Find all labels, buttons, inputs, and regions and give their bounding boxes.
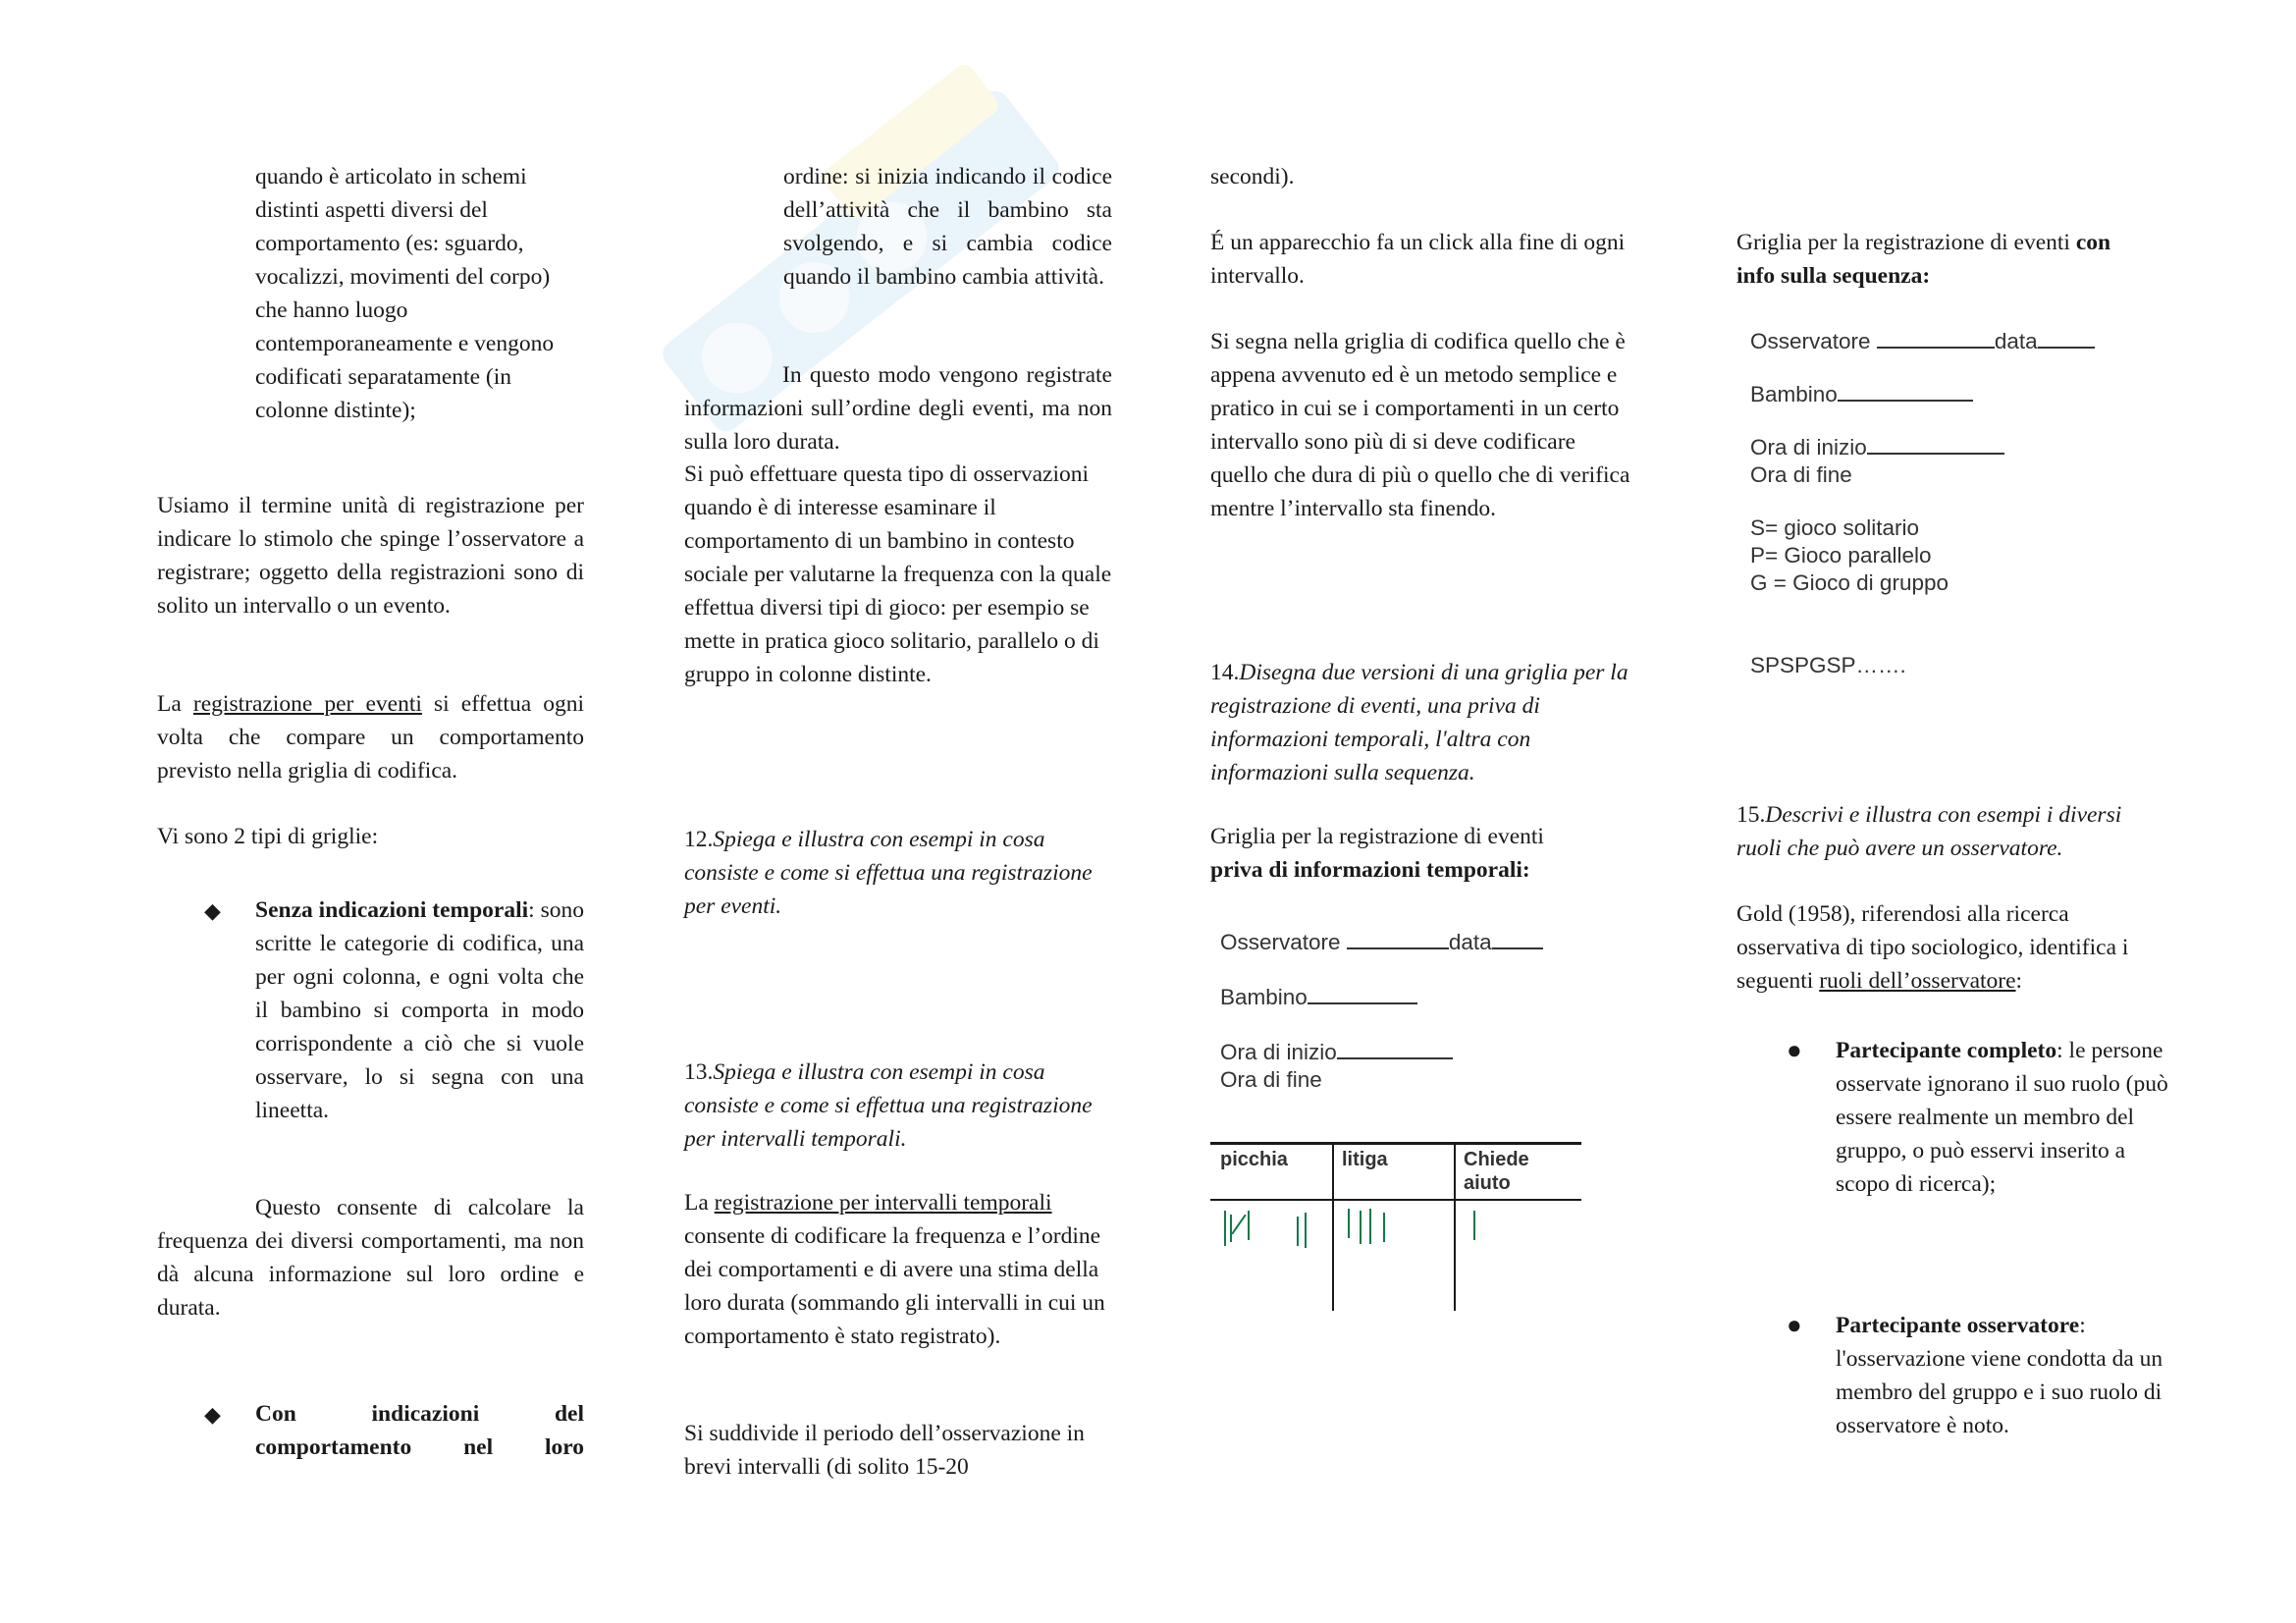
bullet-partecipante-completo: ● Partecipante completo: le persone osservate ignorano il suo ruolo (può essere realmente un membro del gruppo, o può esservi inserito a scopo di ricerca); [1787, 1036, 2168, 1197]
table-header-picchia: picchia [1220, 1149, 1288, 1170]
tally-mark [1473, 1211, 1475, 1240]
question-13: 13.Spiega e illustra con esempi in cosa consiste e come si effettua una registrazione per intervalli temporali. [684, 1059, 1093, 1152]
tally-mark [1224, 1211, 1226, 1246]
code-sequence: SPSPGSP……. [1750, 653, 1906, 677]
paragraph-suddivide: Si suddivide il periodo dell’osservazione in brevi intervalli (di solito 15-20 [684, 1421, 1085, 1480]
paragraph-registrazione-eventi: La registrazione per eventi si effettua ogni volta che compare un comportamento previsto nella griglia di codifica. [157, 691, 585, 784]
tally-mark [1297, 1217, 1299, 1246]
table-col-divider [1454, 1142, 1456, 1311]
form-ora-fine: Ora di fine [1750, 462, 1852, 487]
paragraph-unita: Usiamo il termine unità di registrazione per indicare lo stimolo che spinge l’osservatore a registrare; oggetto della registrazioni sono di solito un intervallo o un evento. [157, 493, 584, 619]
list-item-continuation: quando è articolato in schemi distinti aspetti diversi del comportamento (es: sguardo, vocalizzi, movimenti del corpo) che hanno luogo contemporaneamente e vengono codificati separatamente (in colonne distinte); [255, 164, 555, 423]
paragraph-intervalli: La registrazione per intervalli temporali consente di codificare la frequenza e l’ordine dei comportamenti e di avere una stima della loro durata (sommando gli intervalli in cui un comportamento è stato registrato). [684, 1190, 1105, 1349]
paragraph-apparecchio: É un apparecchio fa un click alla fine di ogni intervallo. [1210, 230, 1626, 289]
tally-mark [1230, 1215, 1232, 1242]
question-12: 12.Spiega e illustra con esempi in cosa consiste e come si effettua una registrazione per eventi. [684, 827, 1093, 919]
grid-title-no-time: Griglia per la registrazione di eventi priva di informazioni temporali: [1210, 824, 1544, 883]
paragraph-secondi: secondi). [1210, 164, 1295, 189]
tally-mark [1383, 1213, 1385, 1242]
bullet-dot-icon: ● [1787, 1036, 1802, 1064]
form-ora-inizio: Ora di inizio [1220, 1039, 1453, 1066]
paragraph-gold: Gold (1958), riferendosi alla ricerca osservativa di tipo sociologico, identifica i seguenti ruoli dell’osservatore: [1736, 901, 2129, 994]
form-bambino: Bambino [1750, 381, 1973, 408]
underlined-term: registrazione per eventi [192, 691, 422, 717]
table-col-divider [1332, 1142, 1334, 1311]
paragraph-questo: Questo consente di calcolare la frequenza dei diversi comportamenti, ma non dà alcuna informazione sul loro ordine e durata. [157, 1195, 584, 1321]
table-header-chiede-aiuto: Chiede aiuto [1464, 1149, 1529, 1194]
bullet-senza-indicazioni: ◆ Senza indicazioni temporali: sono scritte le categorie di codifica, una per ogni colonna, e ogni volta che il bambino si comporta in modo corrispondente a ciò che si vuole osservare, lo si segna con una lineetta. [255, 893, 584, 1127]
form-ora-inizio: Ora di inizio [1750, 434, 2004, 461]
form-osservatore: Osservatore data [1750, 328, 2095, 355]
form-bambino: Bambino [1220, 984, 1417, 1011]
bullet-con-indicazioni: ◆ Con indicazioni del comportamento nel loro [255, 1397, 584, 1464]
bullet-dot-icon: ● [1787, 1311, 1802, 1339]
form-osservatore: Osservatore data [1220, 929, 1543, 956]
paragraph-ordine: ordine: si inizia indicando il codice dell’attività che il bambino sta svolgendo, e si cambia codice quando il bambino cambia attività. [783, 164, 1112, 290]
form-ora-fine: Ora di fine [1220, 1067, 1322, 1092]
paragraph-tipi: Vi sono 2 tipi di griglie: [157, 824, 379, 849]
tally-mark [1248, 1211, 1250, 1240]
tally-table [1210, 1142, 1583, 1314]
code-s: S= gioco solitario [1750, 515, 1919, 540]
diamond-bullet-icon: ◆ [204, 898, 221, 923]
tally-mark [1360, 1211, 1362, 1244]
table-header-border [1210, 1199, 1581, 1201]
code-g: G = Gioco di gruppo [1750, 570, 1949, 595]
table-top-border [1210, 1142, 1581, 1145]
code-p: P= Gioco parallelo [1750, 543, 1932, 568]
diamond-bullet-icon: ◆ [204, 1402, 221, 1427]
underlined-term: ruoli dell’osservatore [1819, 968, 2016, 994]
paragraph-segna: Si segna nella griglia di codifica quello che è appena avvenuto ed è un metodo semplice e pratico in cui se i comportamenti in un certo intervallo sono più di si deve codificare quello che dura di più o quello che di verifica mentre l’intervallo sta finendo. [1210, 329, 1630, 521]
tally-mark [1305, 1213, 1307, 1248]
underlined-term: registrazione per intervalli temporali [714, 1190, 1052, 1216]
paragraph-modo: In questo modo vengono registrate informazioni sull’ordine degli eventi, ma non sulla loro durata. [684, 362, 1112, 455]
paragraph-puo: Si può effettuare questa tipo di osservazioni quando è di interesse esaminare il comportamento di un bambino in contesto sociale per valutarne la frequenza con la quale effettua diversi tipi di gioco: per esempio se mette in pratica gioco solitario, parallelo o di gruppo in colonne distinte. [684, 461, 1112, 687]
grid-title-sequence: Griglia per la registrazione di eventi con info sulla sequenza: [1736, 230, 2111, 289]
tally-mark [1348, 1209, 1350, 1238]
question-14: 14.Disegna due versioni di una griglia per la registrazione di eventi, una priva di informazioni temporali, l'altra con informazioni sulla sequenza. [1210, 660, 1629, 785]
table-header-litiga: litiga [1342, 1149, 1388, 1170]
question-15: 15.Descrivi e illustra con esempi i diversi ruoli che può avere un osservatore. [1736, 802, 2122, 861]
tally-mark [1231, 1215, 1246, 1235]
tally-mark [1369, 1209, 1371, 1244]
bullet-partecipante-osservatore: ● Partecipante osservatore: l'osservazione viene condotta da un membro del gruppo e i suo ruolo di osservatore è noto. [1787, 1311, 2163, 1438]
